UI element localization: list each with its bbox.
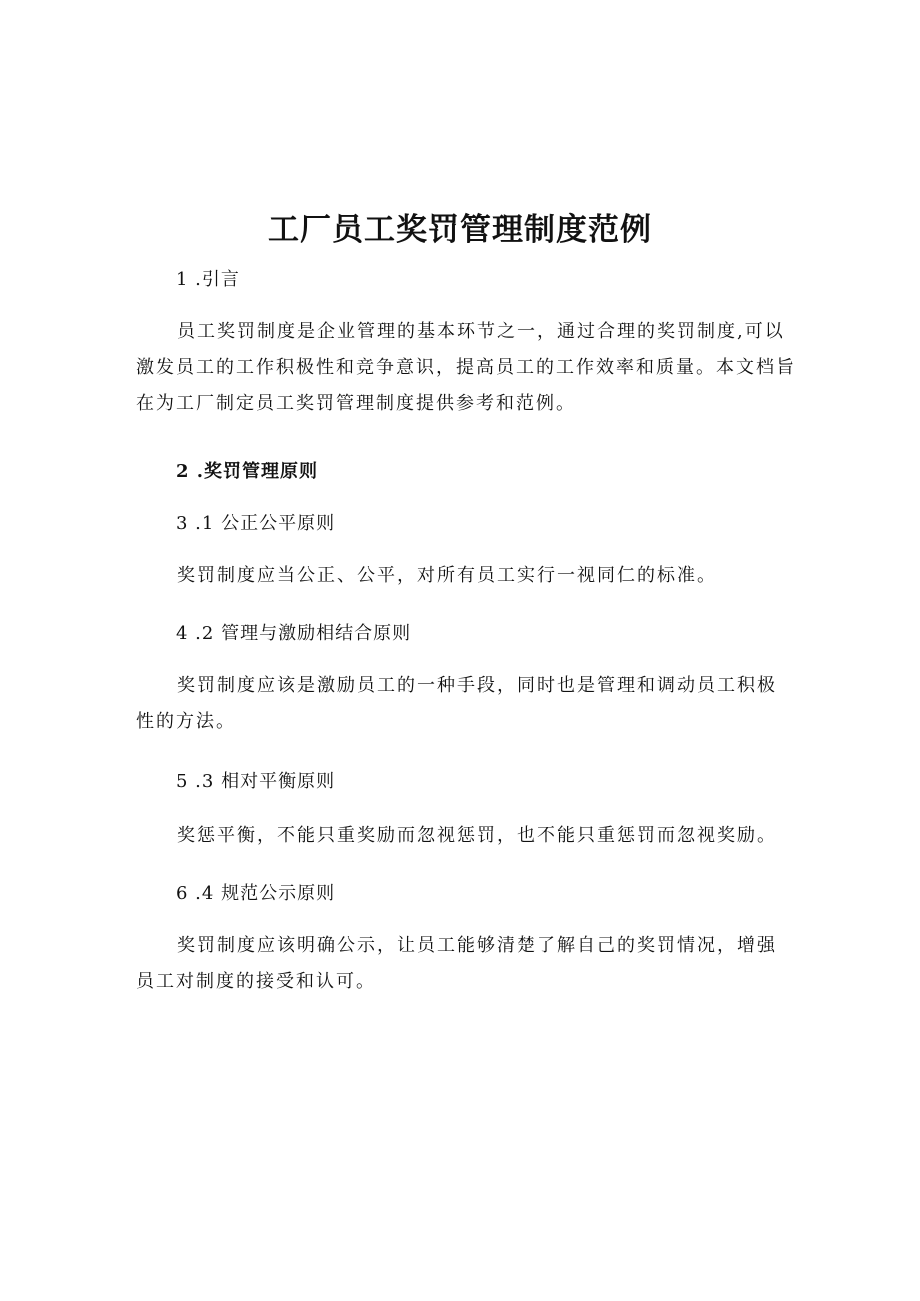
- section-heading-principles: 2 .奖罚管理原则: [176, 461, 319, 482]
- document-title: 工厂员工奖罚管理制度范例: [268, 212, 652, 248]
- introduction-paragraph: 员工奖罚制度是企业管理的基本环节之一，通过合理的奖罚制度,可以激发员工的工作积极性和竞争意识，提高员工的工作效率和质量。本文档旨在为工厂制定员工奖罚管理制度提供参考和范例。: [136, 321, 796, 414]
- section-heading-public-disclosure: 6 .4 规范公示原则: [176, 883, 336, 904]
- relative-balance-paragraph: 奖惩平衡，不能只重奖励而忽视惩罚，也不能只重惩罚而忽视奖励。: [177, 825, 777, 846]
- fairness-paragraph: 奖罚制度应当公正、公平，对所有员工实行一视同仁的标准。: [177, 565, 717, 586]
- section-heading-management-incentive: 4 .2 管理与激励相结合原则: [176, 623, 412, 644]
- management-incentive-paragraph: 奖罚制度应该是激励员工的一种手段，同时也是管理和调动员工积极性的方法。: [136, 675, 777, 732]
- section-heading-introduction: 1 .引言: [176, 269, 240, 290]
- section-heading-fairness: 3 .1 公正公平原则: [176, 513, 336, 534]
- public-disclosure-paragraph: 奖罚制度应该明确公示，让员工能够清楚了解自己的奖罚情况，增强员工对制度的接受和认可。: [136, 935, 777, 992]
- section-heading-relative-balance: 5 .3 相对平衡原则: [176, 771, 336, 792]
